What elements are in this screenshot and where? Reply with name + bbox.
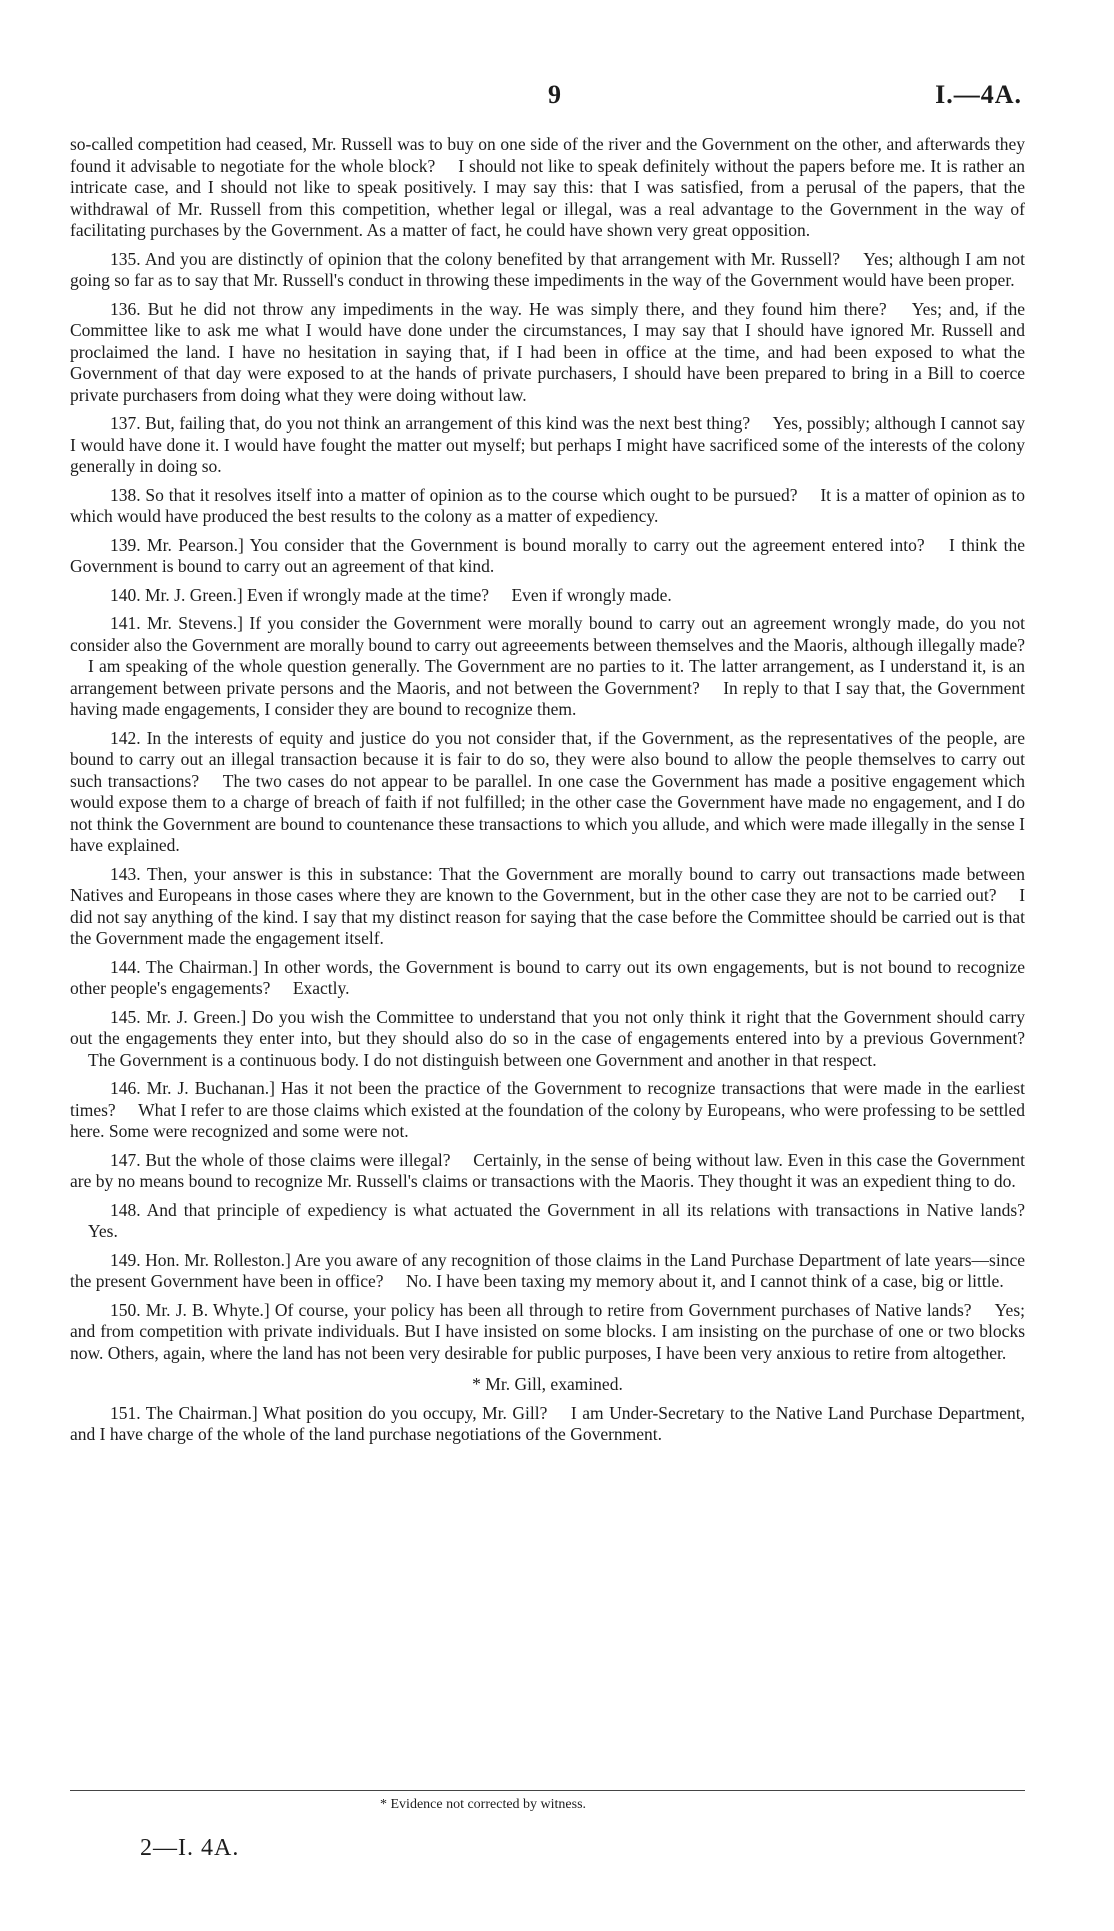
printer-signature: 2—I. 4A. <box>140 1835 240 1861</box>
paragraph-145 <box>70 1007 1025 1072</box>
paragraph-144 <box>70 957 1025 1000</box>
answer-text: I did not say anything of the kind. I say that my distinct reason for saying that the case before the Committee should be carried out is that the Government made the engagement itself. <box>70 885 1026 948</box>
answer-text: Even if wrongly made. <box>511 584 672 605</box>
question-text: 148. And that principle of expediency is what actuated the Government in all its relations with transactions in Native lands? <box>110 1199 1025 1220</box>
question-text: 137. But, failing that, do you not think an arrangement of this kind was the next best thing? <box>110 413 751 433</box>
paragraph-141 <box>70 613 1025 721</box>
question-text: 144. The Chairman.] In other words, the Government is bound to carry out its own engagements, but is not bound to recognize other people's engagements? <box>70 956 1025 998</box>
question-text: 139. Mr. Pearson.] You consider that the Government is bound morally to carry out the agreement entered into? <box>110 534 925 555</box>
paragraph-143 <box>70 864 1025 950</box>
answer-text-continued: In reply to that I say that, the Government having made engagements, I consider they are bound to recognize them. <box>70 677 1026 719</box>
answer-text: Yes; and from competition with private individuals. But I have insisted on some blocks. I am insisting on the purchase of one or two blocks now. Others, again, where the land has not been very desirable for public purposes, I have been very anxious to retire from altogether. <box>70 1299 1025 1363</box>
paragraph-139 <box>70 535 1025 578</box>
question-text: 142. In the interests of equity and justice do you not consider that, if the Government, as the representatives of the people, are bound to carry out an illegal transaction because it is fair to do so, they were also bound to allow the people themselves to carry out such transactions? <box>70 727 1025 791</box>
question-text: 138. So that it resolves itself into a matter of opinion as to the course which ought to be pursued? <box>110 484 798 505</box>
paragraph-137 <box>70 413 1025 478</box>
question-text: 143. Then, your answer is this in substance: That the Government are morally bound to carry out transactions made between Natives and Europeans in those cases where they are known to the Government, but in the other case they are not to be carried out? <box>70 863 1025 905</box>
question-text: 151. The Chairman.] What position do you occupy, Mr. Gill? <box>110 1402 548 1423</box>
paragraph-150 <box>70 1300 1025 1365</box>
paragraph-147 <box>70 1150 1025 1193</box>
question-text: 150. Mr. J. B. Whyte.] Of course, your policy has been all through to retire from Government purchases of Native lands? <box>110 1299 972 1320</box>
paragraph-134-continuation <box>70 134 1025 242</box>
question-text: so-called competition had ceased, Mr. Russell was to buy on one side of the river and the Government on the other, and afterwards they found it advisable to negotiate for the whole block? <box>70 134 1025 176</box>
answer-text: Yes, possibly; although I cannot say I would have done it. I would have fought the matter out myself; but perhaps I might have sacrificed some of the interests of the colony generally in doing so. <box>70 413 1026 476</box>
answer-text: What I refer to are those claims which existed at the foundation of the colony by Europeans, who were professing to be settled here. Some were recognized and some were not. <box>70 1099 1025 1141</box>
question-text: 135. And you are distinctly of opinion that the colony benefited by that arrangement with Mr. Russell? <box>110 248 841 269</box>
answer-text: I think the Government is bound to carry out an agreement of that kind. <box>70 534 1026 576</box>
answer-text: I should not like to speak definitely without the papers before me. It is rather an intricate case, and I should not like to speak positively. I may say this: that I was satisfied, from a perusal of the papers, that the withdrawal of Mr. Russell from this competition, whether legal or illegal, was a real advantage to the Government in the way of facilitating purchases by the Government. As a matter of fact, he could have shown very great opposition. <box>70 155 1025 240</box>
question-text: 147. But the whole of those claims were illegal? <box>110 1149 451 1170</box>
answer-text: Yes; and, if the Committee like to ask me what I would have done under the circumstances, I may say that I should have ignored Mr. Russell and proclaimed the land. I have no hesitation in saying that, if I had been in office at the time, and had been exposed to what the Government of that day were exposed to at the hands of private purchasers, I should have been prepared to bring in a Bill to coerce private purchasers from doing what they were doing without law. <box>70 298 1026 405</box>
answer-text: No. I have been taxing my memory about it, and I cannot think of a case, big or little. <box>405 1271 1004 1291</box>
answer-text: Yes; although I am not going so far as to say that Mr. Russell's conduct in throwing these impediments in the way of the Government would have been proper. <box>70 248 1026 290</box>
question-text: 149. Hon. Mr. Rolleston.] Are you aware of any recognition of those claims in the Land Purchase Department of late years—since the present Government have been in office? <box>70 1249 1025 1291</box>
answer-text: I am speaking of the whole question generally. The Government are no parties to it. The latter arrangement, as I understand it, is an arrangement between private persons and the Maoris, and not between the Government? <box>70 656 1025 698</box>
footnote-divider <box>70 1790 1025 1791</box>
paragraph-140 <box>70 585 1025 607</box>
answer-text: The two cases do not appear to be parallel. In one case the Government has made a positive engagement which would expose them to a charge of breach of faith if not fulfilled; in the other case the Government have made no engagement, and I do not think the Government are bound to countenance these transactions to which you allude, and which were made illegally in the sense I have explained. <box>70 770 1026 855</box>
witness-heading: * Mr. Gill, examined. <box>472 1374 623 1394</box>
paragraph-135 <box>70 249 1025 292</box>
evidence-body <box>70 134 1025 1453</box>
answer-text: I am Under-Secretary to the Native Land Purchase Department, and I have charge of the whole of the land purchase negotiations of the Government. <box>70 1402 1026 1444</box>
answer-text: Certainly, in the sense of being without law. Even in this case the Government are by no means bound to recognize Mr. Russell's claims or transactions with the Maoris. They thought it was an expedient thing to do. <box>70 1149 1026 1191</box>
question-text: 141. Mr. Stevens.] If you consider the Government were morally bound to carry out an agreement wrongly made, do you not consider also the Government are morally bound to carry out agreeements between themselves and the Maoris, although illegally made? <box>70 613 1025 655</box>
page-reference: I.—4A. <box>935 80 1022 109</box>
page-number: 9 <box>548 80 561 109</box>
paragraph-136 <box>70 299 1025 407</box>
paragraph-149 <box>70 1250 1025 1293</box>
question-text: 146. Mr. J. Buchanan.] Has it not been the practice of the Government to recognize transactions that were made in the earliest times? <box>70 1078 1025 1120</box>
answer-text: Exactly. <box>292 978 350 998</box>
paragraph-138 <box>70 485 1025 528</box>
question-text: 136. But he did not throw any impediments in the way. He was simply there, and they found him there? <box>110 298 887 319</box>
footnote: * Evidence not corrected by witness. <box>380 1797 587 1812</box>
answer-text: Yes. <box>88 1221 118 1241</box>
question-text: 145. Mr. J. Green.] Do you wish the Committee to understand that you not only think it right that the Government should carry out the engagements they enter into, but they should also do so in the case of engagements entered into by a previous Government? <box>70 1006 1025 1048</box>
question-text: 140. Mr. J. Green.] Even if wrongly made at the time? <box>110 584 490 605</box>
paragraph-142 <box>70 728 1025 857</box>
paragraph-151 <box>70 1403 1025 1446</box>
paragraph-148 <box>70 1200 1025 1243</box>
answer-text: It is a matter of opinion as to which would have produced the best results to the colony as a matter of expediency. <box>70 484 1026 526</box>
answer-text: The Government is a continuous body. I do not distinguish between one Government and another in that respect. <box>88 1049 877 1070</box>
paragraph-146 <box>70 1078 1025 1143</box>
